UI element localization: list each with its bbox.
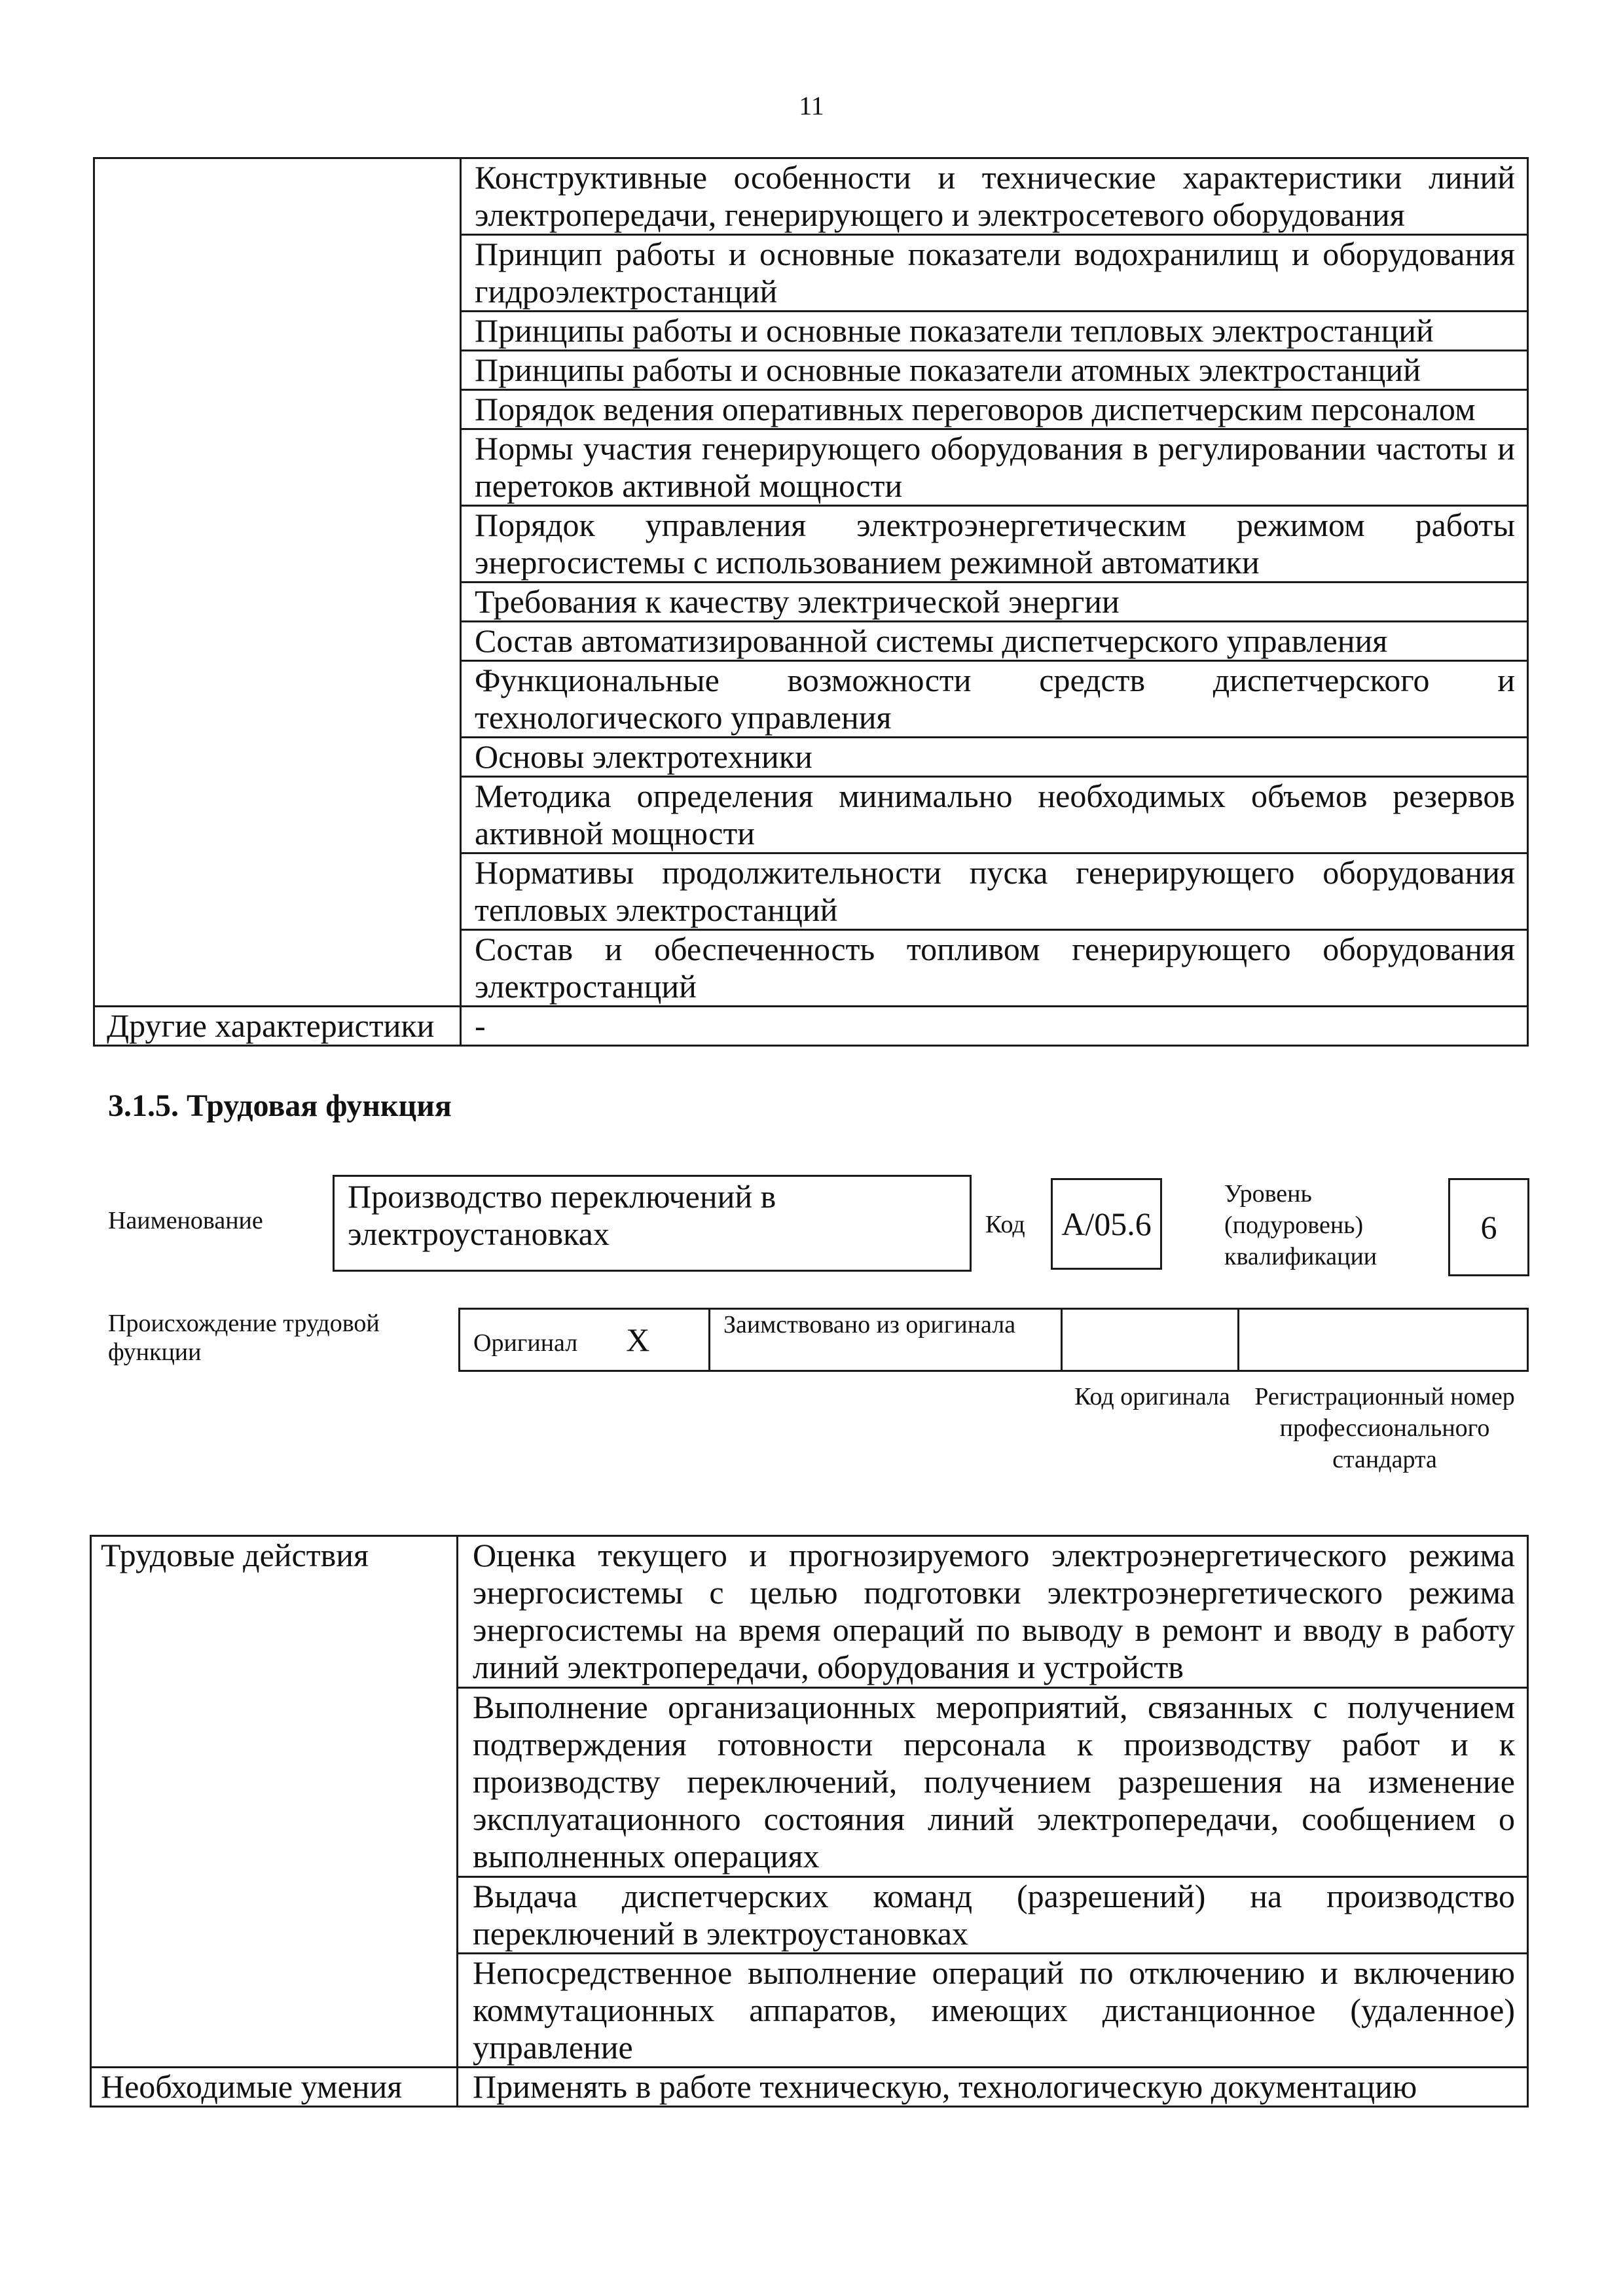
knowledge-item: Состав и обеспеченность топливом генерирующего оборудования электростанций bbox=[461, 930, 1528, 1007]
knowledge-table bbox=[93, 157, 1529, 1047]
action-item: Выдача диспетчерских команд (разрешений) на производство переключений в электроустановках bbox=[458, 1877, 1528, 1954]
knowledge-item: Функциональные возможности средств диспетчерского и технологического управления bbox=[461, 661, 1528, 738]
knowledge-item: Конструктивные особенности и технические характеристики линий электропередачи, генерирующего и электросетевого оборудования bbox=[461, 158, 1528, 235]
knowledge-item: Нормы участия генерирующего оборудования в регулировании частоты и перетоков активной мощности bbox=[461, 429, 1528, 506]
code-label: Код bbox=[985, 1211, 1025, 1238]
other-characteristics-label: Другие характеристики bbox=[94, 1007, 461, 1046]
skills-label: Необходимые умения bbox=[91, 2068, 458, 2107]
borrowed-label: Заимствовано из оригинала bbox=[723, 1311, 1016, 1338]
table-row bbox=[94, 1007, 1528, 1046]
level-label: Уровень (подуровень) квалификации bbox=[1224, 1180, 1377, 1270]
function-name-value: Производство переключений в электроустановках bbox=[348, 1178, 776, 1252]
action-item: Оценка текущего и прогнозируемого электроэнергетического режима энергосистемы с целью подготовки электроэнергетического режима энергосистемы на время операций по выводу в ремонт и вводу в работу линий электропередачи, оборудования и устройств bbox=[458, 1536, 1528, 1688]
knowledge-item: Основы электротехники bbox=[461, 738, 1528, 777]
original-label: Оригинал bbox=[473, 1329, 578, 1357]
table-row bbox=[91, 2068, 1528, 2107]
name-label: Наименование bbox=[108, 1207, 263, 1234]
table-row bbox=[460, 1309, 1528, 1371]
origin-table bbox=[458, 1308, 1529, 1372]
knowledge-item: Принципы работы и основные показатели тепловых электростанций bbox=[461, 312, 1528, 351]
table-row bbox=[94, 158, 1528, 235]
registration-number-cell bbox=[1239, 1309, 1528, 1371]
knowledge-item: Требования к качеству электрической энергии bbox=[461, 583, 1528, 622]
section-heading: 3.1.5. Трудовая функция bbox=[108, 1088, 452, 1123]
reg-number-caption: Регистрационный номер профессионального стандарта bbox=[1254, 1383, 1515, 1473]
actions-label: Трудовые действия bbox=[91, 1536, 458, 2068]
origin-label: Происхождение трудовой функции bbox=[108, 1310, 380, 1366]
knowledge-left-cell bbox=[94, 158, 461, 1007]
original-code-cell bbox=[1062, 1309, 1239, 1371]
skill-item: Применять в работе техническую, технологическую документацию bbox=[458, 2068, 1528, 2107]
code-value: А/05.6 bbox=[1061, 1205, 1152, 1242]
knowledge-item: Нормативы продолжительности пуска генерирующего оборудования тепловых электростанций bbox=[461, 853, 1528, 930]
action-item: Выполнение организационных мероприятий, связанных с получением подтверждения готовности персонала к производству работ и к производству переключений, получением разрешения на изменение эксплуатационного состояния линий электропередачи, сообщением о выполненных операциях bbox=[458, 1688, 1528, 1877]
level-value: 6 bbox=[1480, 1208, 1497, 1246]
knowledge-item: Состав автоматизированной системы диспетчерского управления bbox=[461, 622, 1528, 661]
actions-table bbox=[90, 1535, 1529, 2108]
original-mark: X bbox=[626, 1321, 650, 1358]
table-row bbox=[91, 1536, 1528, 1688]
knowledge-item: Принципы работы и основные показатели атомных электростанций bbox=[461, 351, 1528, 390]
knowledge-item: Методика определения минимально необходимых объемов резервов активной мощности bbox=[461, 777, 1528, 853]
knowledge-item: Принцип работы и основные показатели водохранилищ и оборудования гидроэлектростанций bbox=[461, 235, 1528, 312]
knowledge-item: Порядок ведения оперативных переговоров диспетчерским персоналом bbox=[461, 390, 1528, 429]
other-characteristics-value: - bbox=[461, 1007, 1528, 1046]
knowledge-item: Порядок управления электроэнергетическим режимом работы энергосистемы с использованием режимной автоматики bbox=[461, 506, 1528, 583]
action-item: Непосредственное выполнение операций по отключению и включению коммутационных аппаратов, имеющих дистанционное (удаленное) управление bbox=[458, 1954, 1528, 2068]
page-number: 11 bbox=[799, 91, 824, 120]
code-original-caption: Код оригинала bbox=[1074, 1383, 1230, 1410]
